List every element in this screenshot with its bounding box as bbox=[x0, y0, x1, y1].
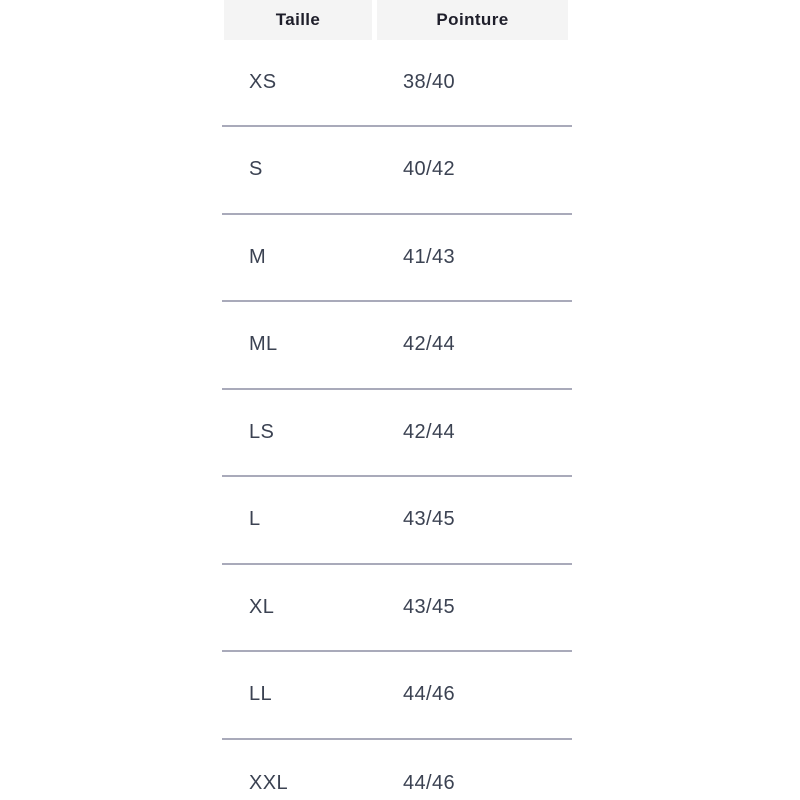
size-cell: L bbox=[249, 508, 261, 531]
table-row-l bbox=[222, 477, 572, 565]
pointure-cell: 43/45 bbox=[403, 508, 456, 531]
size-cell: XL bbox=[249, 595, 275, 618]
pointure-cell: 41/43 bbox=[403, 245, 456, 268]
size-cell: XXL bbox=[249, 771, 289, 794]
pointure-cell: 38/40 bbox=[403, 71, 456, 93]
table-row-ls bbox=[222, 390, 572, 478]
pointure-cell: 42/44 bbox=[403, 420, 456, 443]
pointure-cell: 44/46 bbox=[403, 771, 456, 794]
size-cell: M bbox=[249, 245, 267, 268]
size-cell: XS bbox=[249, 71, 277, 93]
table-row-ml bbox=[222, 302, 572, 390]
table-row-xl bbox=[222, 565, 572, 653]
size-cell: ML bbox=[249, 333, 278, 356]
pointure-cell: 43/45 bbox=[403, 595, 456, 618]
table-header-row bbox=[222, 0, 572, 40]
column-header-taille: Taille bbox=[224, 0, 372, 40]
size-cell: S bbox=[249, 158, 263, 181]
size-cell: LL bbox=[249, 683, 273, 706]
table-row-xs bbox=[222, 40, 572, 127]
pointure-cell: 40/42 bbox=[403, 158, 456, 181]
table-body bbox=[222, 40, 572, 800]
column-header-pointure: Pointure bbox=[377, 0, 568, 40]
table-row-xxl bbox=[222, 740, 572, 800]
table-row-m bbox=[222, 215, 572, 303]
pointure-cell: 42/44 bbox=[403, 333, 456, 356]
pointure-cell: 44/46 bbox=[403, 683, 456, 706]
size-chart-table bbox=[222, 0, 572, 800]
size-cell: LS bbox=[249, 420, 275, 443]
table-row-ll bbox=[222, 652, 572, 740]
table-row-s bbox=[222, 127, 572, 215]
